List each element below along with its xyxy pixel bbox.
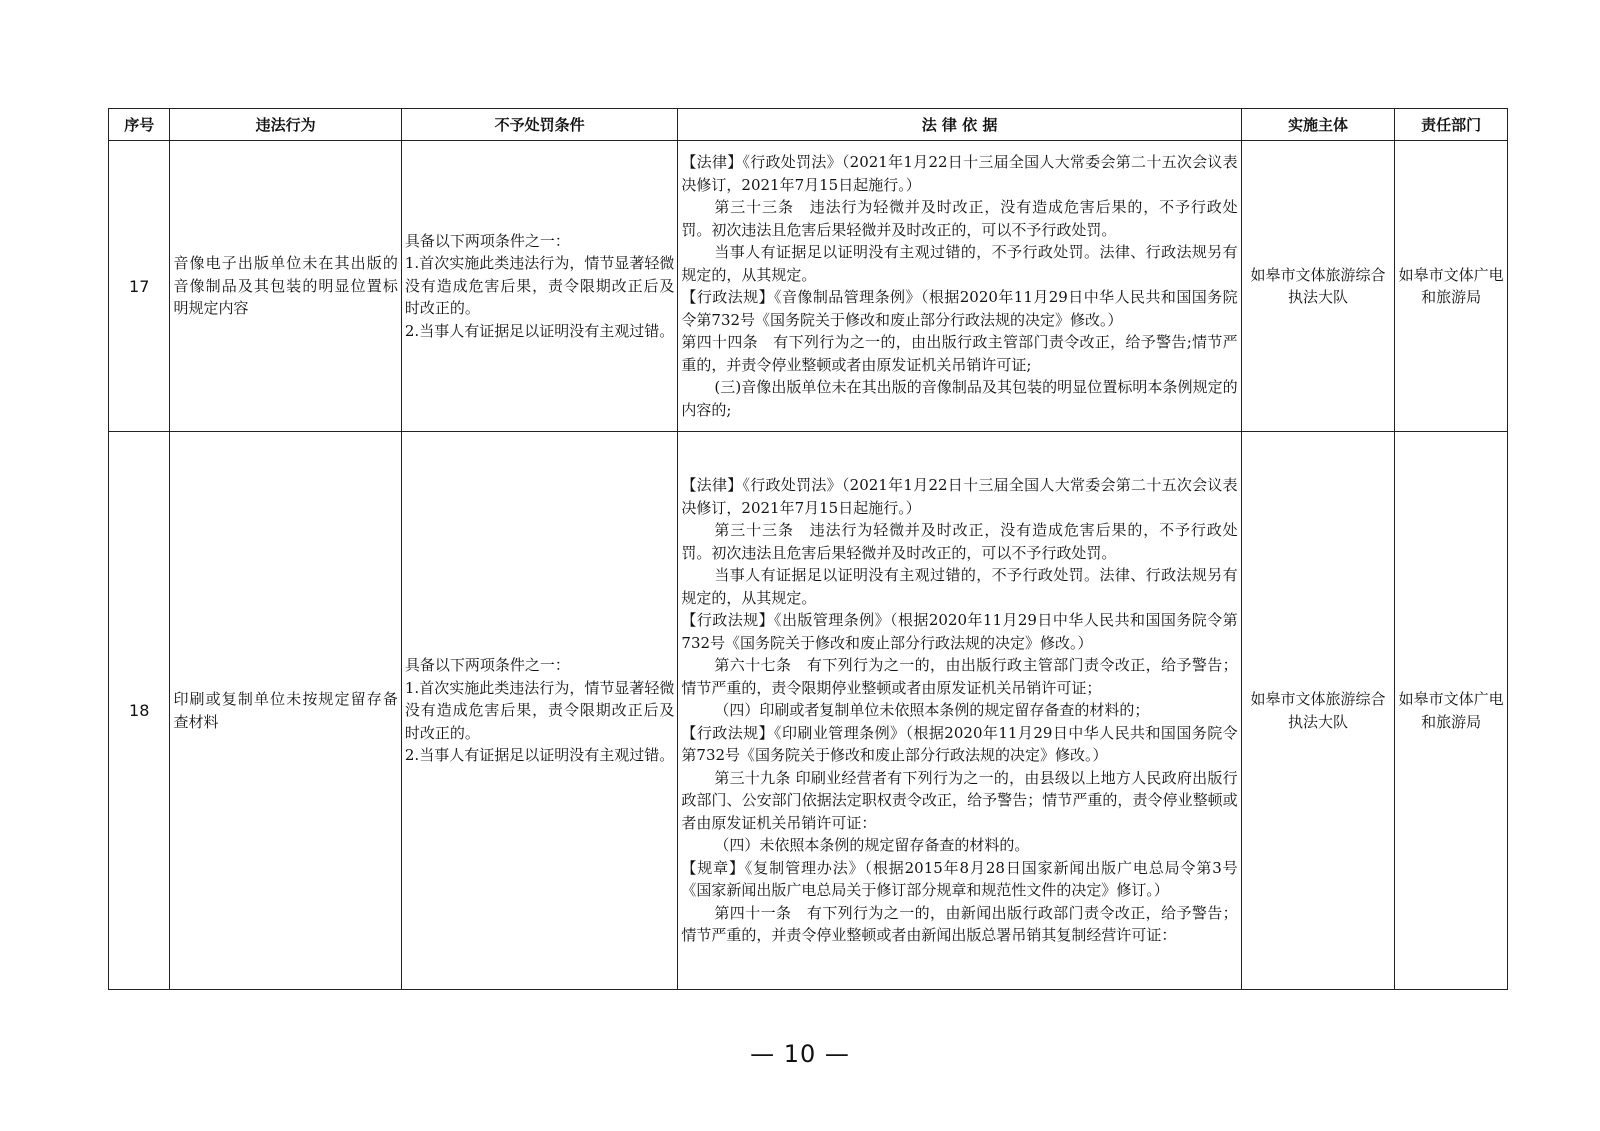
basis-paragraph: 【法律】《行政处罚法》（2021年1月22日十三届全国人大常委会第二十五次会议表决修订，2021年7月15日起施行。） [681, 476, 1238, 517]
basis-paragraph: 【规章】《复制管理办法》（根据2015年8月28日国家新闻出版广电总局令第3号《国家新闻出版广电总局关于修订部分规章和规范性文件的决定》修订。） [681, 858, 1238, 900]
condition-line: 2.当事人有证据足以证明没有主观过错。 [404, 321, 675, 340]
basis-paragraph: 第四十一条 有下列行为之一的，由新闻出版行政部门责令改正，给予警告；情节严重的，并责令停业整顿或者由新闻出版总署吊销其复制经营许可证： [681, 903, 1238, 945]
responsible-dept-cell: 如皋市文体广电和旅游局 [1395, 432, 1508, 990]
header-basis: 法 律 依 据 [678, 109, 1241, 141]
basis-paragraph: 当事人有证据足以证明没有主观过错的，不予行政处罚。法律、行政法规另有规定的，从其规定。 [681, 243, 1238, 284]
basis-paragraph: 第三十三条 违法行为轻微并及时改正，没有造成危害后果的，不予行政处罚。初次违法且危害后果轻微并及时改正的，可以不予行政处罚。 [681, 521, 1238, 562]
header-dept: 责任部门 [1395, 109, 1508, 141]
basis-paragraph: （四）未依照本条例的规定留存备查的材料的。 [714, 836, 1030, 855]
violation-cell: 印刷或复制单位未按规定留存备查材料 [170, 432, 401, 990]
header-act: 违法行为 [170, 109, 401, 141]
basis-paragraph: 第三十九条 印刷业经营者有下列行为之一的，由县级以上地方人民政府出版行政部门、公安部门依据法定职权责令改正，给予警告；情节严重的，责令停业整顿或者由原发证机关吊销许可证： [681, 768, 1238, 832]
basis-paragraph: 第四十四条 有下列行为之一的，由出版行政主管部门责令改正，给予警告;情节严重的，并责令停业整顿或者由原发证机关吊销许可证; [681, 333, 1238, 374]
basis-paragraph: 【法律】《行政处罚法》（2021年1月22日十三届全国人大常委会第二十五次会议表决修订，2021年7月15日起施行。） [681, 153, 1238, 194]
table-header-row [109, 109, 1508, 141]
header-cond: 不予处罚条件 [401, 109, 678, 141]
basis-paragraph: （四）印刷或者复制单位未依照本条例的规定留存备查的材料的； [714, 701, 1150, 720]
responsible-dept-cell: 如皋市文体广电和旅游局 [1395, 141, 1508, 432]
legal-basis-cell [678, 432, 1241, 990]
basis-paragraph: 【行政法规】《出版管理条例》（根据2020年11月29日中华人民共和国国务院令第732号《国务院关于修改和废止部分行政法规的决定》修改。） [681, 611, 1238, 652]
table-row [109, 432, 1508, 990]
page-number: — 10 — [750, 1040, 850, 1068]
implementing-body-cell: 如皋市文体旅游综合执法大队 [1241, 432, 1395, 990]
basis-paragraph: 【行政法规】《音像制品管理条例》（根据2020年11月29日中华人民共和国国务院令第732号《国务院关于修改和废止部分行政法规的决定》修改。） [681, 288, 1238, 329]
header-no: 序号 [109, 109, 170, 141]
condition-line: 1.首次实施此类违法行为，情节显著轻微没有造成危害后果，责令限期改正后及时改正的。 [404, 678, 675, 742]
condition-line: 1.首次实施此类违法行为，情节显著轻微没有造成危害后果，责令限期改正后及时改正的。 [404, 254, 675, 318]
implementing-body-cell: 如皋市文体旅游综合执法大队 [1241, 141, 1395, 432]
condition-cell [401, 141, 678, 432]
header-org: 实施主体 [1241, 109, 1395, 141]
basis-paragraph: 当事人有证据足以证明没有主观过错的，不予行政处罚。法律、行政法规另有规定的，从其规定。 [681, 566, 1238, 607]
condition-line: 具备以下两项条件之一： [404, 231, 570, 250]
basis-paragraph: (三)音像出版单位未在其出版的音像制品及其包装的明显位置标明本条例规定的内容的; [681, 378, 1238, 419]
condition-line: 具备以下两项条件之一： [404, 656, 570, 675]
row-number: 17 [109, 141, 170, 432]
legal-basis-cell [678, 141, 1241, 432]
condition-cell [401, 432, 678, 990]
violation-cell: 音像电子出版单位未在其出版的音像制品及其包装的明显位置标明规定内容 [170, 141, 401, 432]
condition-line: 2.当事人有证据足以证明没有主观过错。 [404, 746, 675, 765]
penalty-table [108, 108, 1508, 990]
row-number: 18 [109, 432, 170, 990]
basis-paragraph: 【行政法规】《印刷业管理条例》（根据2020年11月29日中华人民共和国国务院令第732号《国务院关于修改和废止部分行政法规的决定》修改。） [681, 723, 1238, 765]
basis-paragraph: 第六十七条 有下列行为之一的，由出版行政主管部门责令改正，给予警告；情节严重的，责令限期停业整顿或者由原发证机关吊销许可证； [681, 656, 1238, 697]
basis-paragraph: 第三十三条 违法行为轻微并及时改正，没有造成危害后果的，不予行政处罚。初次违法且危害后果轻微并及时改正的，可以不予行政处罚。 [681, 198, 1238, 239]
table-row [109, 141, 1508, 432]
